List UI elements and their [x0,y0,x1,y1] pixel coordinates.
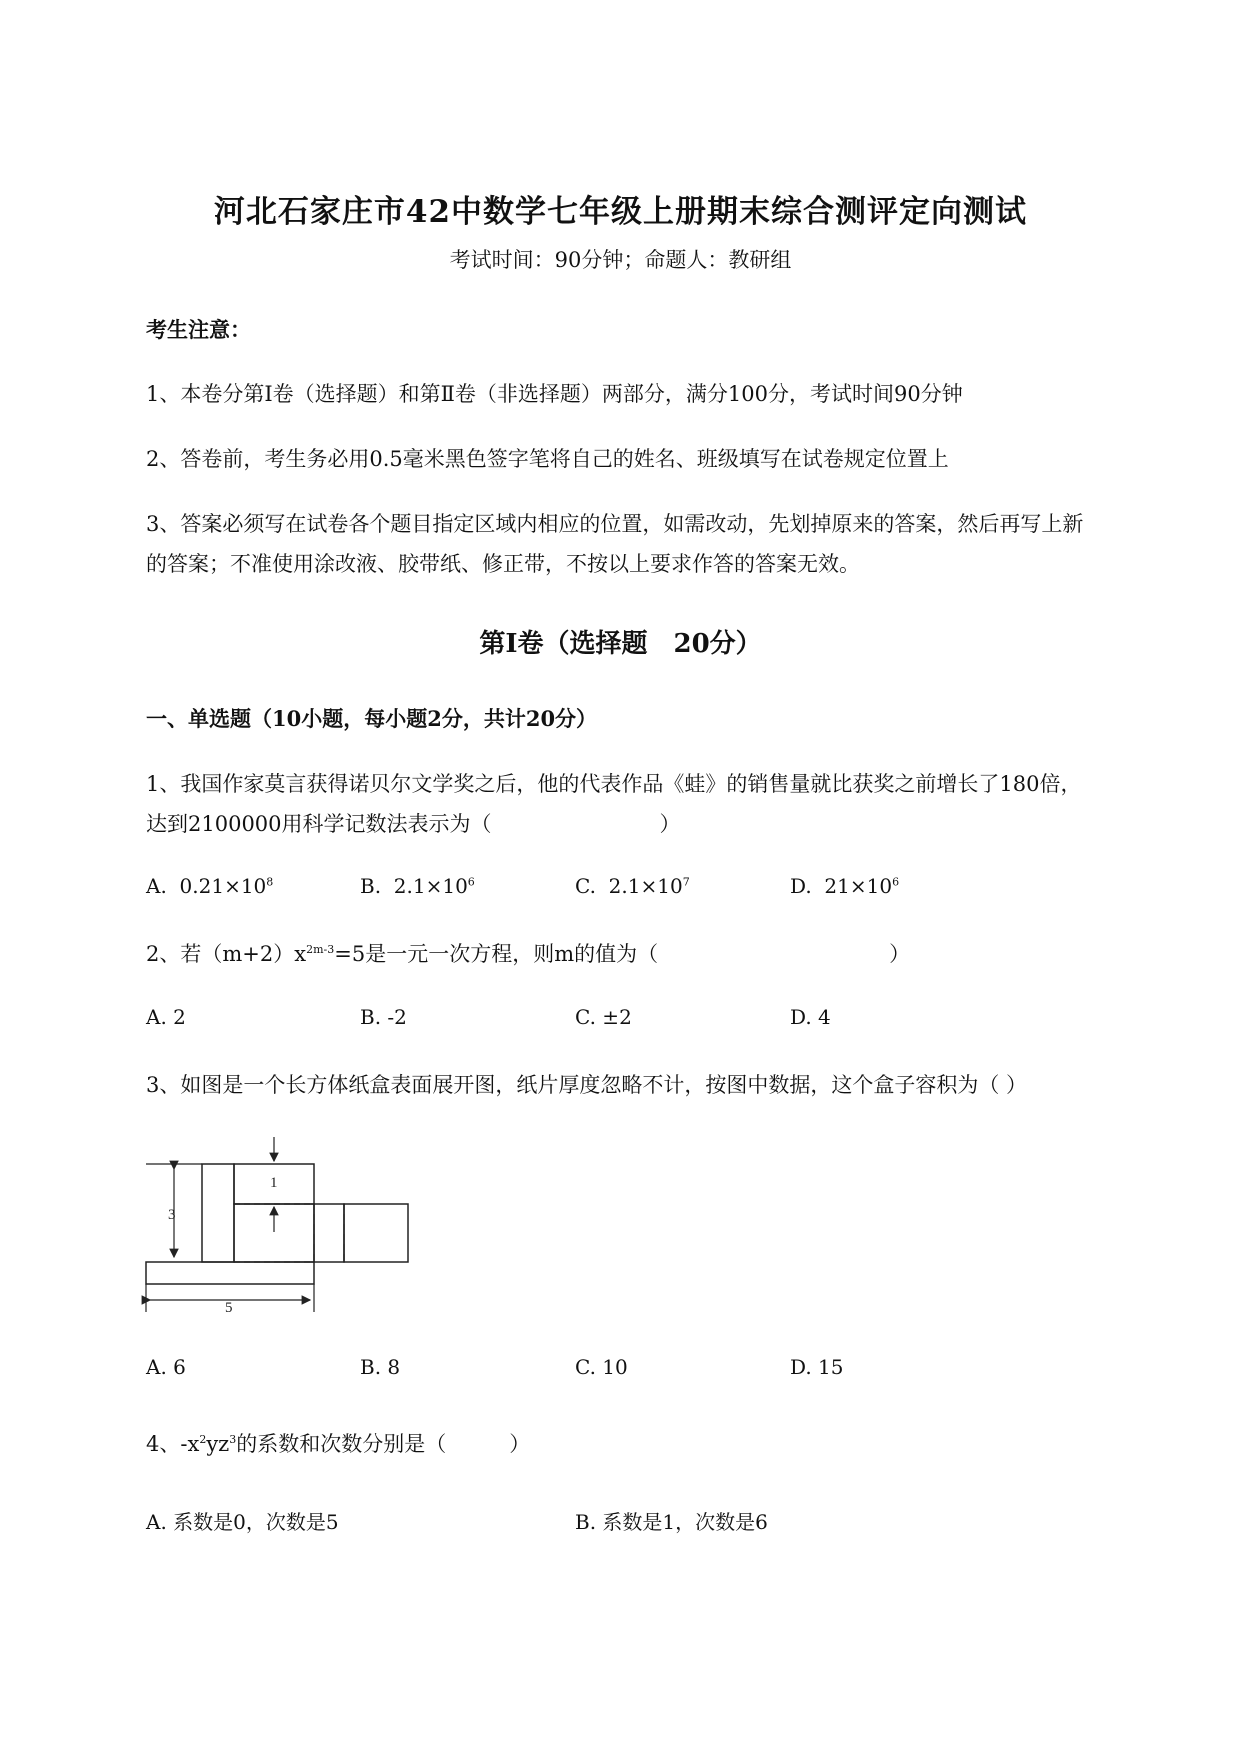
figure-label-height: 3 [168,1207,176,1223]
question-1-line1: 1、我国作家莫言获得诺贝尔文学奖之后，他的代表作品《蛙》的销售量就比获奖之前增长了180倍， [146,772,1082,796]
net-face-right [314,1204,344,1262]
figure-label-top: 1 [270,1175,278,1191]
net-face-bottom [146,1262,314,1284]
notice-item-3-cont: 的答案；不准使用涂改液、胶带纸、修正带，不按以上要求作答的答案无效。 [146,552,860,576]
q3-option-d[interactable]: D. 15 [790,1355,844,1379]
net-face-left [202,1164,234,1262]
notice-heading: 考生注意： [146,317,251,342]
document-subtitle: 考试时间：90分钟；命题人：教研组 [449,248,792,272]
q3-option-b[interactable]: B. 8 [360,1355,401,1379]
q1-option-a[interactable]: A. $0.21\times 10^8$ [146,874,274,898]
q3-option-a[interactable]: A. 6 [146,1355,186,1379]
notice-item-2: 2、答卷前，考生务必用0.5毫米黑色签字笔将自己的姓名、班级填写在试卷规定位置上 [146,447,949,471]
q2-option-d[interactable]: D. 4 [790,1005,831,1029]
question-1-line2: 达到2100000用科学记数法表示为（ ） [146,812,681,836]
q2-option-b[interactable]: B. -2 [360,1005,407,1029]
q1-option-c[interactable]: C. $2.1\times 10^7$ [575,874,690,898]
q4-option-b[interactable]: B. 系数是1，次数是6 [575,1510,768,1534]
figure-label-width: 5 [225,1300,233,1316]
question-3: 3、如图是一个长方体纸盒表面展开图，纸片厚度忽略不计，按图中数据，这个盒子容积为（ ） [146,1073,1028,1097]
question-4: 4、$-x^2yz^3$的系数和次数分别是（ ） [146,1432,531,1456]
box-net-figure [140,1137,430,1321]
q2-option-c[interactable]: C. ±2 [575,1005,632,1029]
q3-option-c[interactable]: C. 10 [575,1355,628,1379]
notice-item-1: 1、本卷分第Ⅰ卷（选择题）和第Ⅱ卷（非选择题）两部分，满分100分，考试时间90分钟 [146,382,963,406]
net-face-far-right [344,1204,408,1262]
question-2: 2、若$(m+2)x^{2m-3}=5$是一元一次方程，则m的值为（ ） [146,942,911,966]
box-net-diagram [140,1137,430,1317]
part-title: 一、单选题（10小题，每小题2分，共计20分） [146,706,598,731]
q1-option-b[interactable]: B. $2.1\times 10^6$ [360,874,475,898]
notice-item-3: 3、答案必须写在试卷各个题目指定区域内相应的位置，如需改动，先划掉原来的答案，然后再写上新 [146,512,1084,536]
section-title: 第Ⅰ卷（选择题 20分） [479,629,762,659]
q2-option-a[interactable]: A. 2 [146,1005,186,1029]
document-title: 河北石家庄市42中数学七年级上册期末综合测评定向测试 [213,194,1028,230]
q4-option-a[interactable]: A. 系数是0，次数是5 [146,1510,339,1534]
q1-option-d[interactable]: D. $21\times 10^6$ [790,874,900,898]
